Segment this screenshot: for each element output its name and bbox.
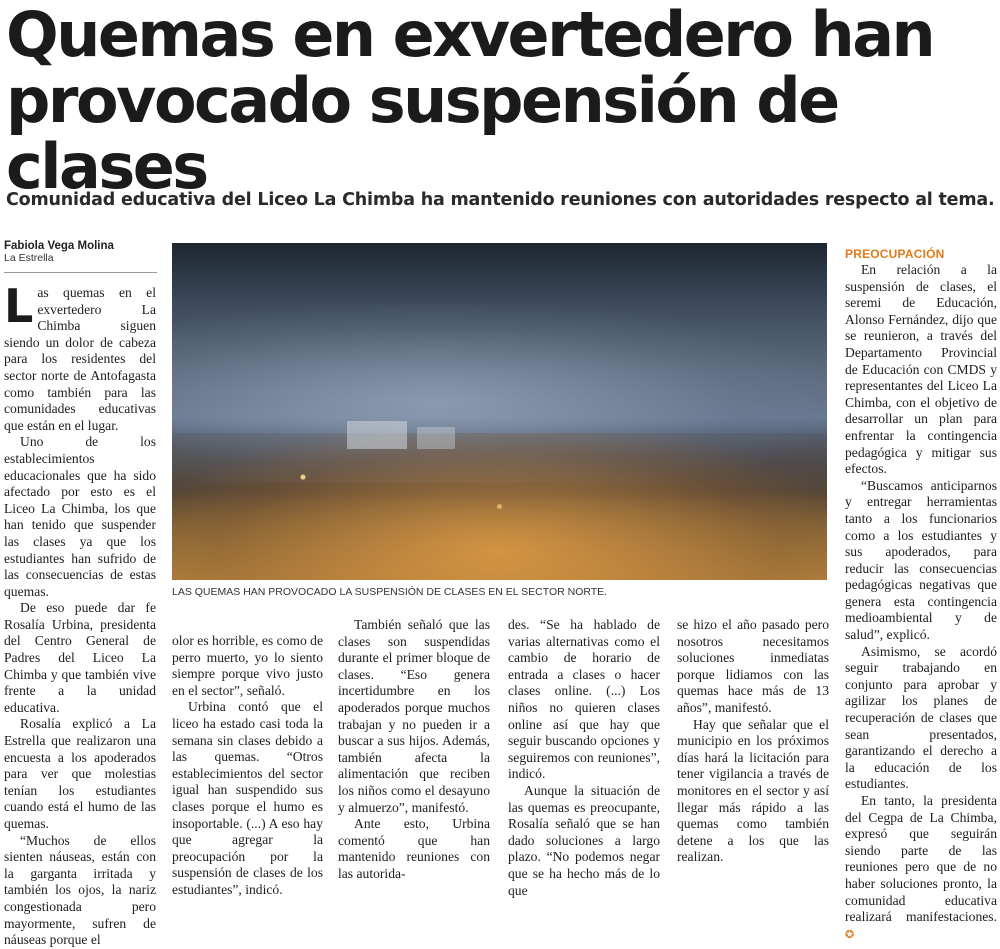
paragraph: Las quemas en el exvertedero La Chimba siguen siendo un dolor de cabeza para los residentes del sector norte de Antofagasta como también para las comunidades educativas que están en el lugar.	[4, 279, 156, 433]
column-6	[845, 262, 997, 943]
section-subhead: PREOCUPACIÓN	[845, 247, 945, 261]
paragraph: “Buscamos anticiparnos y entregar herramientas tanto a los funcionarios como a los estudiantes y sus apoderados, para reducir las consecuencias pedagógicas negativas que genera esta contingencia medioambiental y de salud”, explicó.	[845, 477, 997, 643]
paragraph: De eso puede dar fe Rosalía Urbina, presidenta del Centro General de Padres del Liceo La Chimba y que también vive frente a la unidad educativa.	[4, 600, 156, 715]
column-1	[4, 279, 156, 949]
paragraph: Asimismo, se acordó seguir trabajando en conjunto para aprobar y agilizar los planes de recuperación de clases que sean presentados, garantizando el derecho a la educación de los estudiantes.	[845, 643, 997, 792]
end-mark-icon: ✪	[845, 928, 855, 941]
outlet-name: La Estrella	[4, 252, 54, 264]
paragraph: También señaló que las clases son suspendidas durante el primer bloque de clases. “Eso genera incertidumbre en los apoderados porque muchos trabajan y no pueden ir a buscar a sus hijos. Además, también afecta la alimentación que reciben los niños como el desayuno y almuerzo”, manifestó.	[338, 617, 490, 815]
paragraph: Rosalía explicó a La Estrella que realizaron una encuesta a los apoderados para ver que molestias tenían los estudiantes cuando está el humo de las quemas.	[4, 716, 156, 831]
paragraph: En tanto, la presidenta del Cegpa de La Chimba, expresó que seguirán siendo parte de las reuniones pero que de no haber soluciones pronto, la comunidad educativa realizará manifestaciones. ✪	[845, 793, 997, 941]
author-name: Fabiola Vega Molina	[4, 240, 114, 252]
byline-divider	[4, 272, 157, 273]
column-2	[172, 633, 323, 899]
paragraph: Ante esto, Urbina comentó que han mantenido reuniones con las autorida-	[338, 816, 490, 881]
paragraph: des. “Se ha hablado de varias alternativas como el cambio de horario de entrada a clases o hacer clases online. (...) Los niños no quieren clases online así que hay que seguir buscando opciones y seguiremos con reuniones”, indicó.	[508, 617, 660, 782]
column-5	[677, 617, 829, 866]
photo-caption: LAS QUEMAS HAN PROVOCADO LA SUSPENSIÓN DE CLASES EN EL SECTOR NORTE.	[172, 586, 608, 598]
column-3	[338, 617, 490, 883]
photo-city-lights	[172, 433, 827, 580]
photo-building	[347, 421, 407, 449]
paragraph: olor es horrible, es como de perro muerto, yo lo siento siempre porque vivo justo en el sector”, señaló.	[172, 633, 323, 698]
headline: Quemas en exvertedero han provocado suspensión de clases	[6, 0, 934, 203]
paragraph: “Muchos de ellos sienten náuseas, están con la garganta irritada y también los ojos, la nariz congestionada pero mayormente, sufren de náuseas porque el	[4, 832, 156, 948]
drop-cap: L	[4, 279, 34, 333]
paragraph: En relación a la suspensión de clases, el seremi de Educación, Alonso Fernández, dijo que se reunieron, a través del Departamento Provincial de Educación con CMDS y representantes del Liceo La Chimba, con el objetivo de desarrollar un plan para enfrentar la contingencia pedagógica y mitigar sus efectos.	[845, 262, 997, 477]
column-4	[508, 617, 660, 899]
deck-subtitle: Comunidad educativa del Liceo La Chimba ha mantenido reuniones con autoridades respecto al tema.	[6, 190, 995, 210]
paragraph: se hizo el año pasado pero nosotros necesitamos soluciones inmediatas porque lidiamos con las quemas hace más de 13 años”, manifestó.	[677, 617, 829, 715]
photo-building	[417, 427, 455, 449]
paragraph: Urbina contó que el liceo ha estado casi toda la semana sin clases debido a las quemas. “Otros establecimientos del sector igual han suspendido sus clases porque el humo es insoportable. (...) A eso hay que agregar la preocupación por la suspensión de clases de los estudiantes”, indicó.	[172, 699, 323, 897]
paragraph: Hay que señalar que el municipio en los próximos días hará la licitación para tener vigilancia a través de monitores en el sector y así llegar más rápido a las quemas como también detene a los que las realizan.	[677, 716, 829, 865]
article-photo	[172, 243, 827, 580]
paragraph: Aunque la situación de las quemas es preocupante, Rosalía señaló que se han dado soluciones a largo plazo. “No podemos negar que se ha hecho más de lo que	[508, 782, 660, 898]
paragraph: Uno de los establecimientos educacionales que ha sido afectado por esto es el Liceo La Chimba, los que han tenido que suspender las clases ya que los estudiantes han sufrido de las consecuencias de estas quemas.	[4, 434, 156, 599]
byline	[4, 240, 159, 264]
